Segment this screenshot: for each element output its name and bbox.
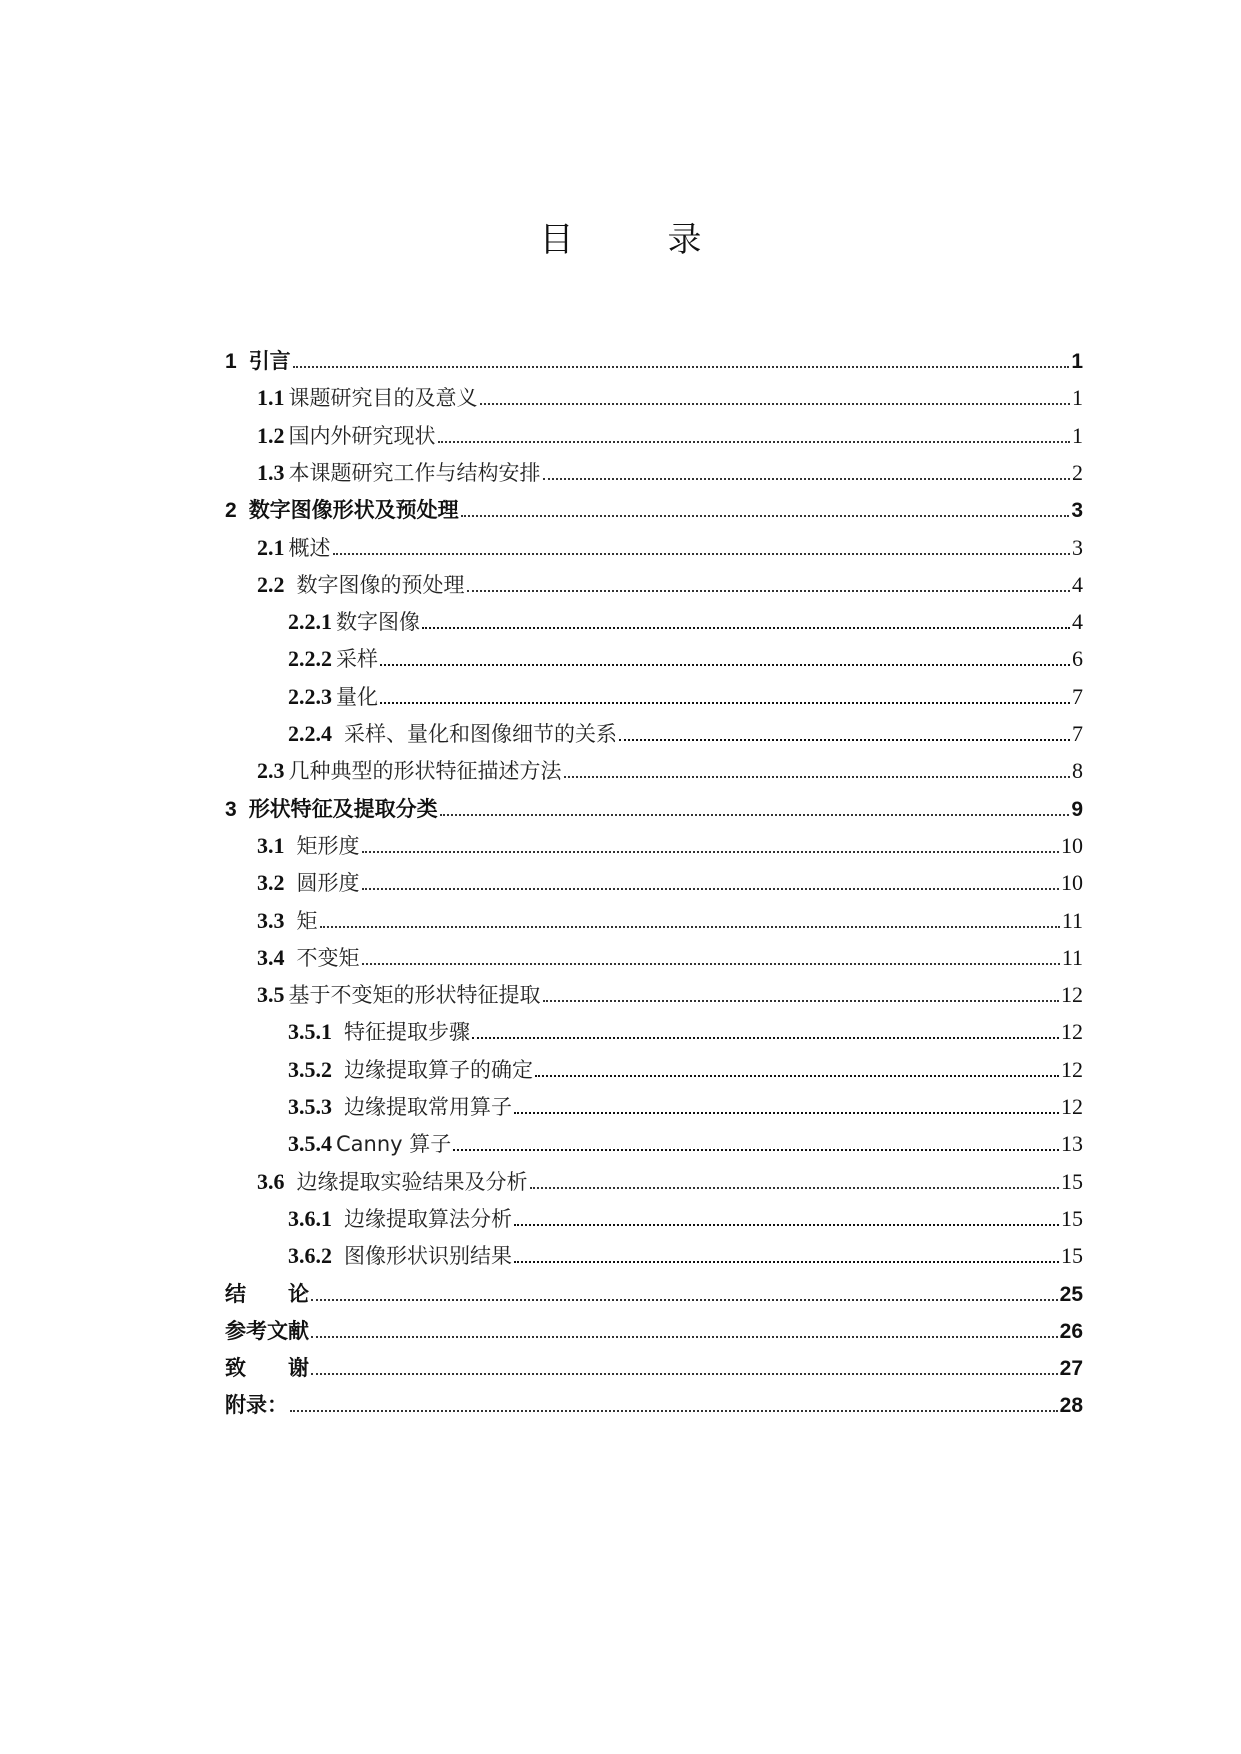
toc-entry[interactable]: [288, 1091, 1083, 1131]
toc-entry-number: 3.3: [257, 907, 285, 933]
toc-dot-leader: [535, 1074, 1059, 1077]
toc-entry[interactable]: [288, 1054, 1083, 1094]
toc-page-number: 11: [1061, 907, 1083, 933]
toc-entry[interactable]: [288, 1203, 1083, 1243]
toc-page-number: 8: [1072, 758, 1083, 784]
toc-entry-title: 几种典型的形状特征描述方法: [288, 759, 562, 784]
toc-entry-number: 3.6.2: [288, 1243, 332, 1269]
toc-entry-title: 形状特征及提取分类: [248, 796, 438, 821]
toc-page-number: 1: [1072, 422, 1083, 448]
toc-entry-title: 结 论: [225, 1281, 309, 1306]
toc-entry-number: 3.6: [257, 1168, 285, 1194]
toc-entry-title: Canny 算子: [336, 1132, 452, 1157]
toc-entry-title: 数字图像: [336, 610, 420, 635]
toc-dot-leader: [380, 701, 1070, 704]
toc-entry[interactable]: [257, 382, 1083, 422]
toc-dot-leader: [619, 738, 1070, 741]
toc-dot-leader: [320, 925, 1060, 928]
toc-dot-leader: [440, 813, 1070, 816]
toc-page-number: 1: [1071, 350, 1083, 373]
toc-entry[interactable]: [257, 867, 1083, 907]
toc-entry-title: 数字图像的预处理: [296, 572, 465, 597]
toc-page-number: 9: [1071, 797, 1083, 821]
toc-entry-title: 参考文献: [225, 1318, 309, 1343]
toc-page-number: 4: [1072, 609, 1083, 635]
toc-entry-title: 引言: [248, 349, 291, 373]
toc-page-number: 25: [1059, 1282, 1083, 1306]
toc-entry-title: 圆形度: [296, 871, 360, 896]
toc-dot-leader: [530, 1186, 1060, 1189]
toc-entry-title: 边缘提取算法分析: [344, 1206, 512, 1231]
toc-dot-leader: [480, 402, 1071, 405]
toc-entry[interactable]: [257, 905, 1083, 945]
toc-dot-leader: [311, 1298, 1058, 1301]
toc-dot-leader: [461, 514, 1070, 517]
toc-page-number: 10: [1061, 870, 1083, 896]
toc-page-number: 1: [1072, 385, 1083, 411]
toc-page-number: 15: [1061, 1168, 1083, 1194]
toc-entry[interactable]: [257, 457, 1083, 497]
toc-entry-number: 2.1: [257, 534, 285, 560]
toc-entry-title: 致 谢: [225, 1356, 309, 1381]
toc-entry-title: 概述: [288, 535, 331, 560]
toc-entry-number: 3.6.1: [288, 1205, 332, 1231]
toc-entry[interactable]: [288, 606, 1083, 646]
toc-entry-title: 数字图像形状及预处理: [248, 498, 459, 523]
toc-entry-number: 2.2.2: [288, 646, 332, 672]
toc-page-number: 7: [1072, 721, 1083, 746]
toc-entry-title: 特征提取步骤: [344, 1020, 470, 1045]
toc-entry[interactable]: [257, 1166, 1083, 1206]
toc-page-number: 27: [1059, 1357, 1083, 1381]
toc-entry[interactable]: [288, 1240, 1083, 1280]
toc-dot-leader: [543, 477, 1071, 480]
toc-dot-leader: [514, 1111, 1059, 1114]
toc-entry-number: 2: [225, 499, 237, 523]
toc-entry-title: 课题研究目的及意义: [288, 386, 478, 411]
toc-entry-number: 3.1: [257, 832, 285, 858]
toc-page-number: 28: [1059, 1394, 1083, 1418]
toc-entry-title: 边缘提取常用算子: [344, 1095, 512, 1119]
toc-entry-title: 边缘提取实验结果及分析: [296, 1169, 528, 1194]
toc-dot-leader: [564, 775, 1071, 778]
toc-entry-number: 2.3: [257, 758, 285, 784]
toc-entry-number: 2.2.4: [288, 721, 332, 746]
toc-entry-number: 3.5.4: [288, 1131, 332, 1157]
toc-entry[interactable]: [288, 1128, 1083, 1168]
toc-entry-title: 国内外研究现状: [288, 423, 436, 448]
toc-entry-number: 1.2: [257, 422, 285, 448]
toc-page-number: 12: [1061, 982, 1083, 1008]
toc-dot-leader: [453, 1148, 1059, 1151]
toc-entry[interactable]: [288, 1016, 1083, 1056]
toc-entry[interactable]: [225, 793, 1083, 833]
toc-dot-leader: [311, 1372, 1058, 1375]
toc-entry[interactable]: [225, 345, 1083, 385]
toc-entry-title: 采样、量化和图像细节的关系: [344, 722, 617, 746]
toc-entry-number: 2.2.3: [288, 683, 332, 709]
toc-entry[interactable]: [257, 420, 1083, 460]
toc-page-number: 7: [1072, 683, 1083, 709]
toc-dot-leader: [514, 1260, 1059, 1263]
toc-page-number: 3: [1072, 534, 1083, 560]
toc-page-number: 26: [1059, 1319, 1083, 1343]
toc-entry-number: 3.5.1: [288, 1019, 332, 1045]
toc-entry-title: 不变矩: [296, 945, 360, 970]
toc-entry-title: 量化: [336, 684, 378, 709]
toc-dot-leader: [543, 999, 1060, 1002]
toc-dot-leader: [362, 887, 1060, 890]
toc-dot-leader: [311, 1335, 1058, 1338]
toc-page-number: 11: [1061, 944, 1083, 970]
toc-entry[interactable]: [257, 755, 1083, 795]
toc-dot-leader: [290, 1409, 1058, 1412]
toc-page-number: 13: [1061, 1131, 1083, 1157]
toc-entry[interactable]: [288, 681, 1083, 721]
toc-entry-number: 3.5: [257, 982, 285, 1008]
toc-entry-number: 3.5.2: [288, 1056, 332, 1082]
toc-dot-leader: [438, 440, 1071, 443]
toc-page-number: 3: [1071, 499, 1083, 523]
toc-entry[interactable]: [257, 569, 1083, 609]
page-title: 目 录: [539, 220, 732, 260]
toc-entry-title: 矩形度: [296, 833, 360, 858]
toc-dot-leader: [333, 552, 1071, 555]
toc-page-number: 12: [1061, 1019, 1083, 1045]
toc-entry-number: 3: [225, 797, 237, 821]
toc-entry[interactable]: [225, 1352, 1083, 1392]
toc-entry-title: 边缘提取算子的确定: [344, 1057, 533, 1082]
toc-entry-title: 基于不变矩的形状特征提取: [288, 983, 541, 1008]
toc-dot-leader: [467, 589, 1071, 592]
toc-entry-number: 1.3: [257, 459, 285, 485]
toc-entry-title: 采样: [336, 647, 378, 672]
toc-page-number: 15: [1061, 1205, 1083, 1231]
toc-entry[interactable]: [257, 979, 1083, 1019]
toc-dot-leader: [362, 850, 1060, 853]
toc-entry-title: 矩: [296, 908, 318, 933]
toc-dot-leader: [380, 663, 1070, 666]
toc-entry-number: 3.2: [257, 870, 285, 896]
toc-entry[interactable]: [257, 942, 1083, 982]
toc-dot-leader: [472, 1036, 1059, 1039]
toc-dot-leader: [422, 626, 1070, 629]
toc-entry-number: 3.5.3: [288, 1094, 332, 1119]
toc-entry-number: 2.2: [257, 571, 285, 597]
toc-entry[interactable]: [288, 718, 1083, 758]
toc-page-number: 15: [1061, 1243, 1083, 1269]
toc-entry-number: 2.2.1: [288, 609, 332, 635]
toc-entry[interactable]: [225, 1278, 1083, 1318]
toc-entry-number: 1.1: [257, 385, 285, 411]
toc-page-number: 10: [1061, 832, 1083, 858]
toc-page-number: 12: [1061, 1056, 1083, 1082]
toc-page-number: 6: [1072, 646, 1083, 672]
toc-entry[interactable]: [225, 494, 1083, 534]
toc-dot-leader: [514, 1223, 1059, 1226]
toc-entry[interactable]: [225, 1389, 1083, 1429]
toc-page-number: 4: [1072, 571, 1083, 597]
toc-entry-number: 3.4: [257, 944, 285, 970]
toc-entry[interactable]: [257, 830, 1083, 870]
toc-entry[interactable]: [225, 1315, 1083, 1355]
toc-entry-title: 附录：: [225, 1393, 288, 1418]
toc-page-number: 12: [1061, 1094, 1083, 1119]
toc-entry-title: 本课题研究工作与结构安排: [288, 460, 541, 485]
toc-entry[interactable]: [257, 532, 1083, 572]
toc-entry-title: 图像形状识别结果: [344, 1244, 512, 1269]
toc-entry-number: 1: [225, 350, 237, 373]
toc-dot-leader: [293, 365, 1070, 368]
toc-page-number: 2: [1072, 459, 1083, 485]
toc-entry[interactable]: [288, 643, 1083, 683]
toc-dot-leader: [362, 962, 1060, 965]
